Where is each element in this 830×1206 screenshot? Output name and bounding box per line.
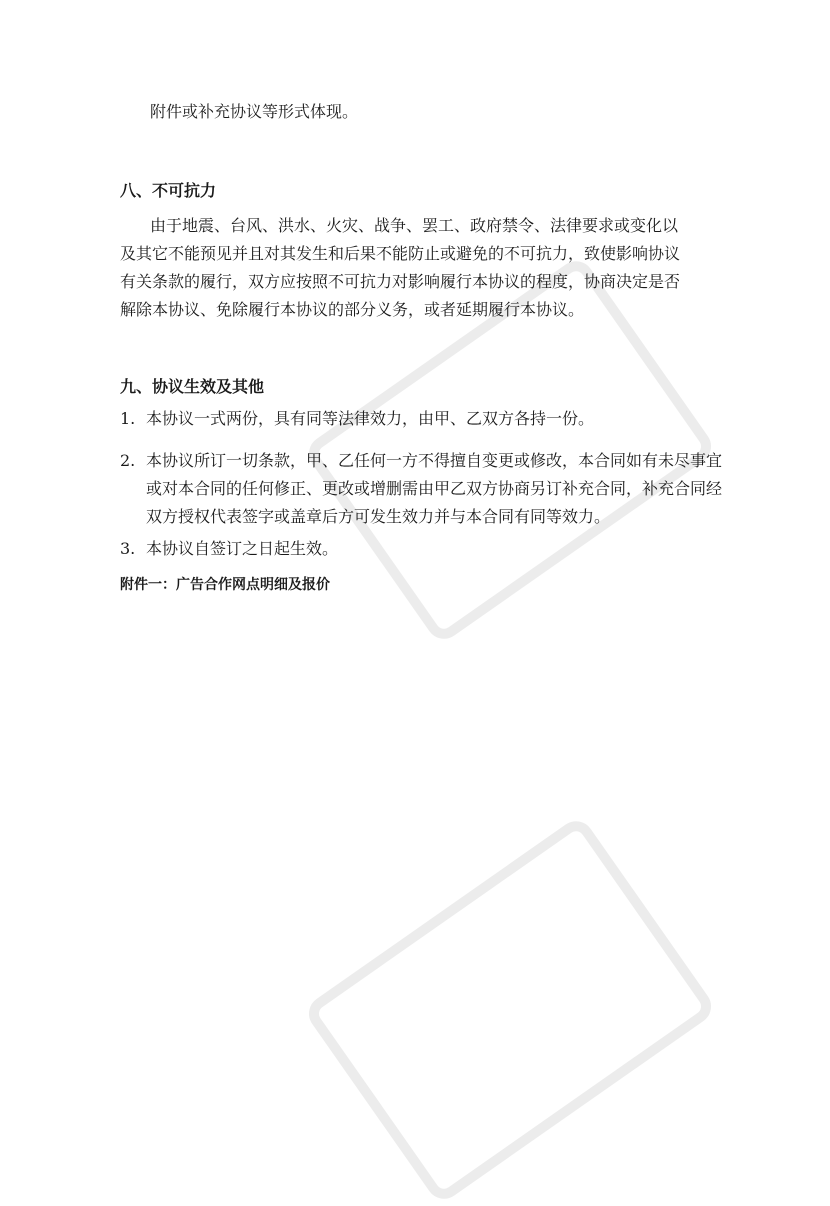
section-9-heading: 九、协议生效及其他 — [120, 377, 265, 396]
list-item-number: 1. — [120, 409, 136, 428]
list-item-text: 本协议一式两份，具有同等法律效力，由甲、乙双方各持一份。 — [146, 409, 595, 428]
list-item-number: 3. — [120, 539, 136, 558]
section-8-line: 由于地震、台风、洪水、火灾、战争、罢工、政府禁令、法律要求或变化以 — [150, 216, 679, 235]
list-item-text: 本协议自签订之日起生效。 — [146, 539, 339, 558]
list-item — [120, 534, 338, 564]
section-8-heading: 八、不可抗力 — [120, 181, 217, 200]
watermark-shape — [302, 814, 718, 1206]
section-8-line: 及其它不能预见并且对其发生和后果不能防止或避免的不可抗力，致使影响协议 — [120, 244, 681, 263]
section-8-line: 有关条款的履行，双方应按照不可抗力对影响履行本协议的程度，协商决定是否 — [120, 272, 681, 291]
continuation-text: 附件或补充协议等形式体现。 — [150, 102, 359, 121]
section-8-line: 解除本协议、免除履行本协议的部分义务，或者延期履行本协议。 — [120, 300, 585, 319]
list-item — [120, 446, 722, 476]
list-item — [120, 404, 594, 434]
attachment-title: 附件一：广告合作网点明细及报价 — [120, 577, 330, 593]
list-item-number: 2. — [120, 451, 136, 470]
list-item-text: 本协议所订一切条款，甲、乙任何一方不得擅自变更或修改，本合同如有未尽事宜 — [146, 451, 723, 470]
list-item-text: 或对本合同的任何修正、更改或增删需由甲乙双方协商另订补充合同，补充合同经 — [146, 479, 723, 498]
list-item-text: 双方授权代表签字或盖章后方可发生效力并与本合同有同等效力。 — [146, 507, 611, 526]
